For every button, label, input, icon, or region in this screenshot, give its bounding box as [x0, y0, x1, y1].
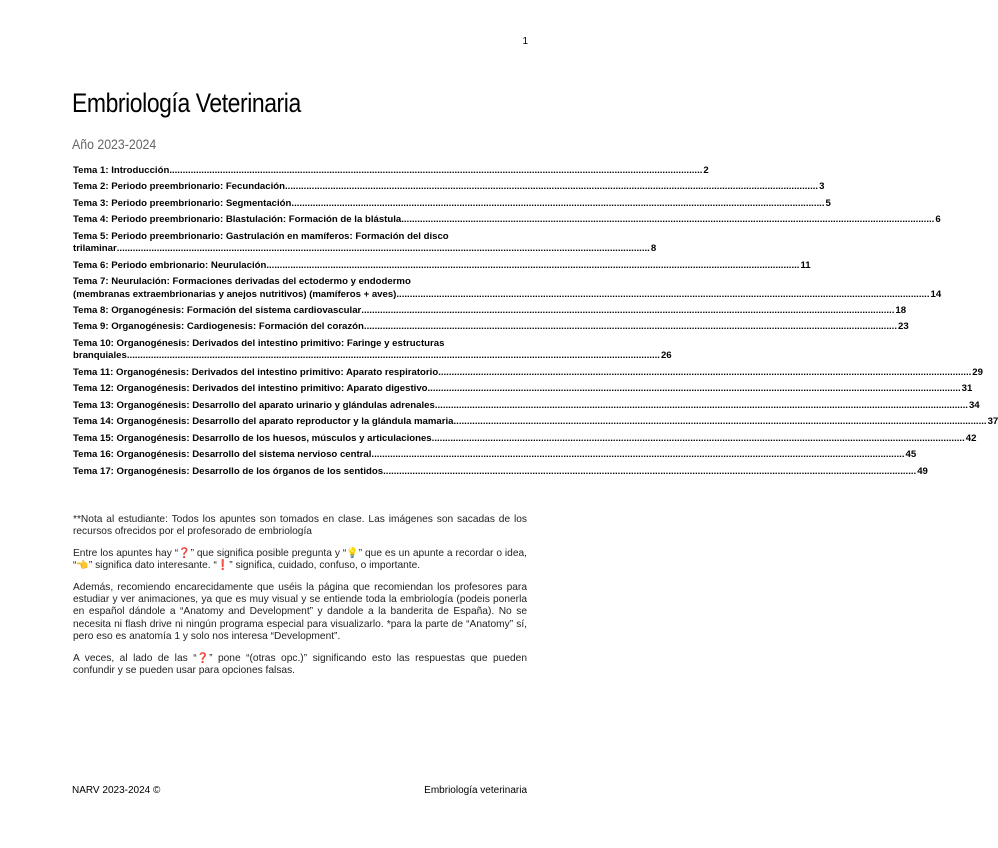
toc-leader: ........................................................................................................................................................................................................	[291, 197, 825, 209]
toc-page: 8	[650, 243, 657, 255]
toc-entry[interactable]: Tema 9: Organogénesis: Cardiogenesis: Formación del corazón ........................................................................................................................................................................................................ 23	[73, 321, 909, 333]
toc-leader: ........................................................................................................................................................................................................	[266, 259, 800, 271]
toc-entry[interactable]: Tema 17: Organogénesis: Desarrollo de los órganos de los sentidos ........................................................................................................................................................................................................ 49	[73, 465, 928, 477]
toc-entry[interactable]: Tema 8: Organogénesis: Formación del sistema cardiovascular ........................................................................................................................................................................................................ 18	[73, 304, 907, 316]
toc-page: 29	[972, 366, 983, 378]
toc-page: 14	[930, 288, 942, 300]
toc-entry[interactable]: Tema 7: Neurulación: Formaciones derivadas del ectodermo y endodermo (membranas extraembrionarias y anejos nutritivos) (mamíferos + aves) ........................................................................................................................................................................................................ 14	[73, 276, 942, 300]
toc-page: 11	[800, 259, 811, 271]
toc-leader: ........................................................................................................................................................................................................	[371, 449, 905, 461]
toc-leader: ........................................................................................................................................................................................................	[363, 321, 897, 333]
toc-leader: ........................................................................................................................................................................................................	[126, 350, 660, 362]
page-number: 1	[522, 36, 528, 47]
document-subtitle: Año 2023-2024	[72, 136, 157, 152]
note-paragraph: Entre los apuntes hay “❓” que significa posible pregunta y “💡” que es un apunte a recordar o idea, “👈” significa dato interesante. “❗” significa, cuidado, confuso, o importante.	[73, 547, 527, 572]
toc-entry[interactable]: Tema 16: Organogénesis: Desarrollo del sistema nervioso central ........................................................................................................................................................................................................ 45	[73, 449, 917, 461]
toc-page: 5	[825, 197, 831, 209]
toc-page: 23	[898, 321, 909, 333]
footer-author: NARV 2023-2024 ©	[72, 785, 161, 796]
toc-entry[interactable]: Tema 6: Periodo embrionario: Neurulación ........................................................................................................................................................................................................ 11	[73, 259, 811, 271]
toc-page: 18	[895, 304, 907, 316]
toc-entry[interactable]: Tema 4: Periodo preembrionario: Blastulación: Formación de la blástula ........................................................................................................................................................................................................ 6	[73, 214, 941, 226]
toc-entry[interactable]: Tema 15: Organogénesis: Desarrollo de los huesos, músculos y articulaciones ........................................................................................................................................................................................................ 42	[73, 432, 977, 444]
toc-page: 49	[917, 465, 928, 477]
document-title: Embriología Veterinaria	[72, 88, 301, 118]
toc-leader: ........................................................................................................................................................................................................	[169, 165, 703, 176]
toc-entry[interactable]: Tema 3: Periodo preembrionario: Segmentación ........................................................................................................................................................................................................ 5	[73, 197, 831, 209]
toc-page: 2	[703, 165, 709, 176]
question-mark-icon: ❓	[178, 547, 191, 559]
note-paragraph: Además, recomiendo encarecidamente que uséis la página que recomiendan los profesores para estudiar y ver animaciones, ya que es muy visual y se entiende toda la embriología (podeis ponerla en español dándole a “Anatomy and Development” y dandole a la banderita de España). No se necesita ni flash drive ni ningún programa especial para visualizarlo. *para la parte de “Anatomy” sí, pero eso es anatomía 1 y solo nos interesa “Development”.	[73, 581, 527, 643]
toc-leader: ........................................................................................................................................................................................................	[427, 383, 961, 395]
toc-page: 31	[961, 383, 973, 395]
toc-entry[interactable]: Tema 5: Periodo preembrionario: Gastrulación en mamíferos: Formación del disco trilaminar ........................................................................................................................................................................................................ 8	[73, 230, 657, 255]
toc-page: 37	[987, 416, 998, 428]
toc-entry[interactable]: Tema 11: Organogénesis: Derivados del intestino primitivo: Aparato respiratorio ........................................................................................................................................................................................................ 29	[73, 366, 983, 378]
toc-leader: ........................................................................................................................................................................................................	[361, 304, 895, 316]
student-notes	[73, 514, 527, 686]
table-of-contents	[73, 165, 998, 482]
toc-leader: ........................................................................................................................................................................................................	[453, 416, 987, 428]
note-paragraph: **Nota al estudiante: Todos los apuntes son tomados en clase. Las imágenes son sacadas de los recursos ofrecidos por el profesorado de embriología	[73, 514, 527, 538]
exclamation-icon: ❗	[216, 560, 230, 572]
note-paragraph: A veces, al lado de las “❓” pone “(otras opc.)” significando esto las respuestas que pueden confundir y se pueden usar para opciones falsas.	[73, 652, 527, 677]
toc-leader: ........................................................................................................................................................................................................	[431, 432, 965, 444]
toc-entry[interactable]: Tema 2: Periodo preembrionario: Fecundación ........................................................................................................................................................................................................ 3	[73, 181, 825, 193]
toc-entry[interactable]: Tema 12: Organogénesis: Derivados del intestino primitivo: Aparato digestivo ........................................................................................................................................................................................................ 31	[73, 383, 973, 395]
question-mark-icon: ❓	[196, 652, 210, 664]
toc-line: Tema 10: Organogénesis: Derivados del intestino primitivo: Faringe y estructuras	[73, 337, 445, 349]
toc-page: 34	[968, 399, 980, 411]
toc-leader: ........................................................................................................................................................................................................	[396, 288, 930, 300]
toc-leader: ........................................................................................................................................................................................................	[116, 243, 650, 255]
footer-course: Embriología veterinaria	[424, 785, 527, 796]
toc-page: 26	[660, 350, 672, 362]
toc-page: 42	[965, 432, 977, 444]
toc-entry[interactable]: Tema 1: Introducción ........................................................................................................................................................................................................ 2	[73, 165, 709, 176]
toc-page: 3	[819, 181, 825, 193]
toc-entry[interactable]: Tema 13: Organogénesis: Desarrollo del aparato urinario y glándulas adrenales ........................................................................................................................................................................................................ 34	[73, 399, 980, 411]
toc-page: 45	[905, 449, 917, 461]
toc-entry[interactable]: Tema 14: Organogénesis: Desarrollo del aparato reproductor y la glándula mamaria ........................................................................................................................................................................................................ 37	[73, 416, 998, 428]
toc-entry[interactable]: Tema 10: Organogénesis: Derivados del intestino primitivo: Faringe y estructuras branquiales ........................................................................................................................................................................................................ 26	[73, 337, 672, 362]
toc-leader: ........................................................................................................................................................................................................	[434, 399, 968, 411]
toc-leader: ........................................................................................................................................................................................................	[401, 214, 935, 226]
toc-line: Tema 5: Periodo preembrionario: Gastrulación en mamíferos: Formación del disco	[73, 230, 449, 242]
pointing-hand-icon: 👈	[76, 560, 89, 572]
toc-leader: ........................................................................................................................................................................................................	[438, 366, 972, 378]
toc-page: 6	[935, 214, 941, 226]
toc-line: Tema 7: Neurulación: Formaciones derivadas del ectodermo y endodermo	[73, 276, 411, 288]
toc-leader: ........................................................................................................................................................................................................	[285, 181, 819, 193]
toc-leader: ........................................................................................................................................................................................................	[383, 465, 917, 477]
lightbulb-icon: 💡	[346, 547, 359, 559]
